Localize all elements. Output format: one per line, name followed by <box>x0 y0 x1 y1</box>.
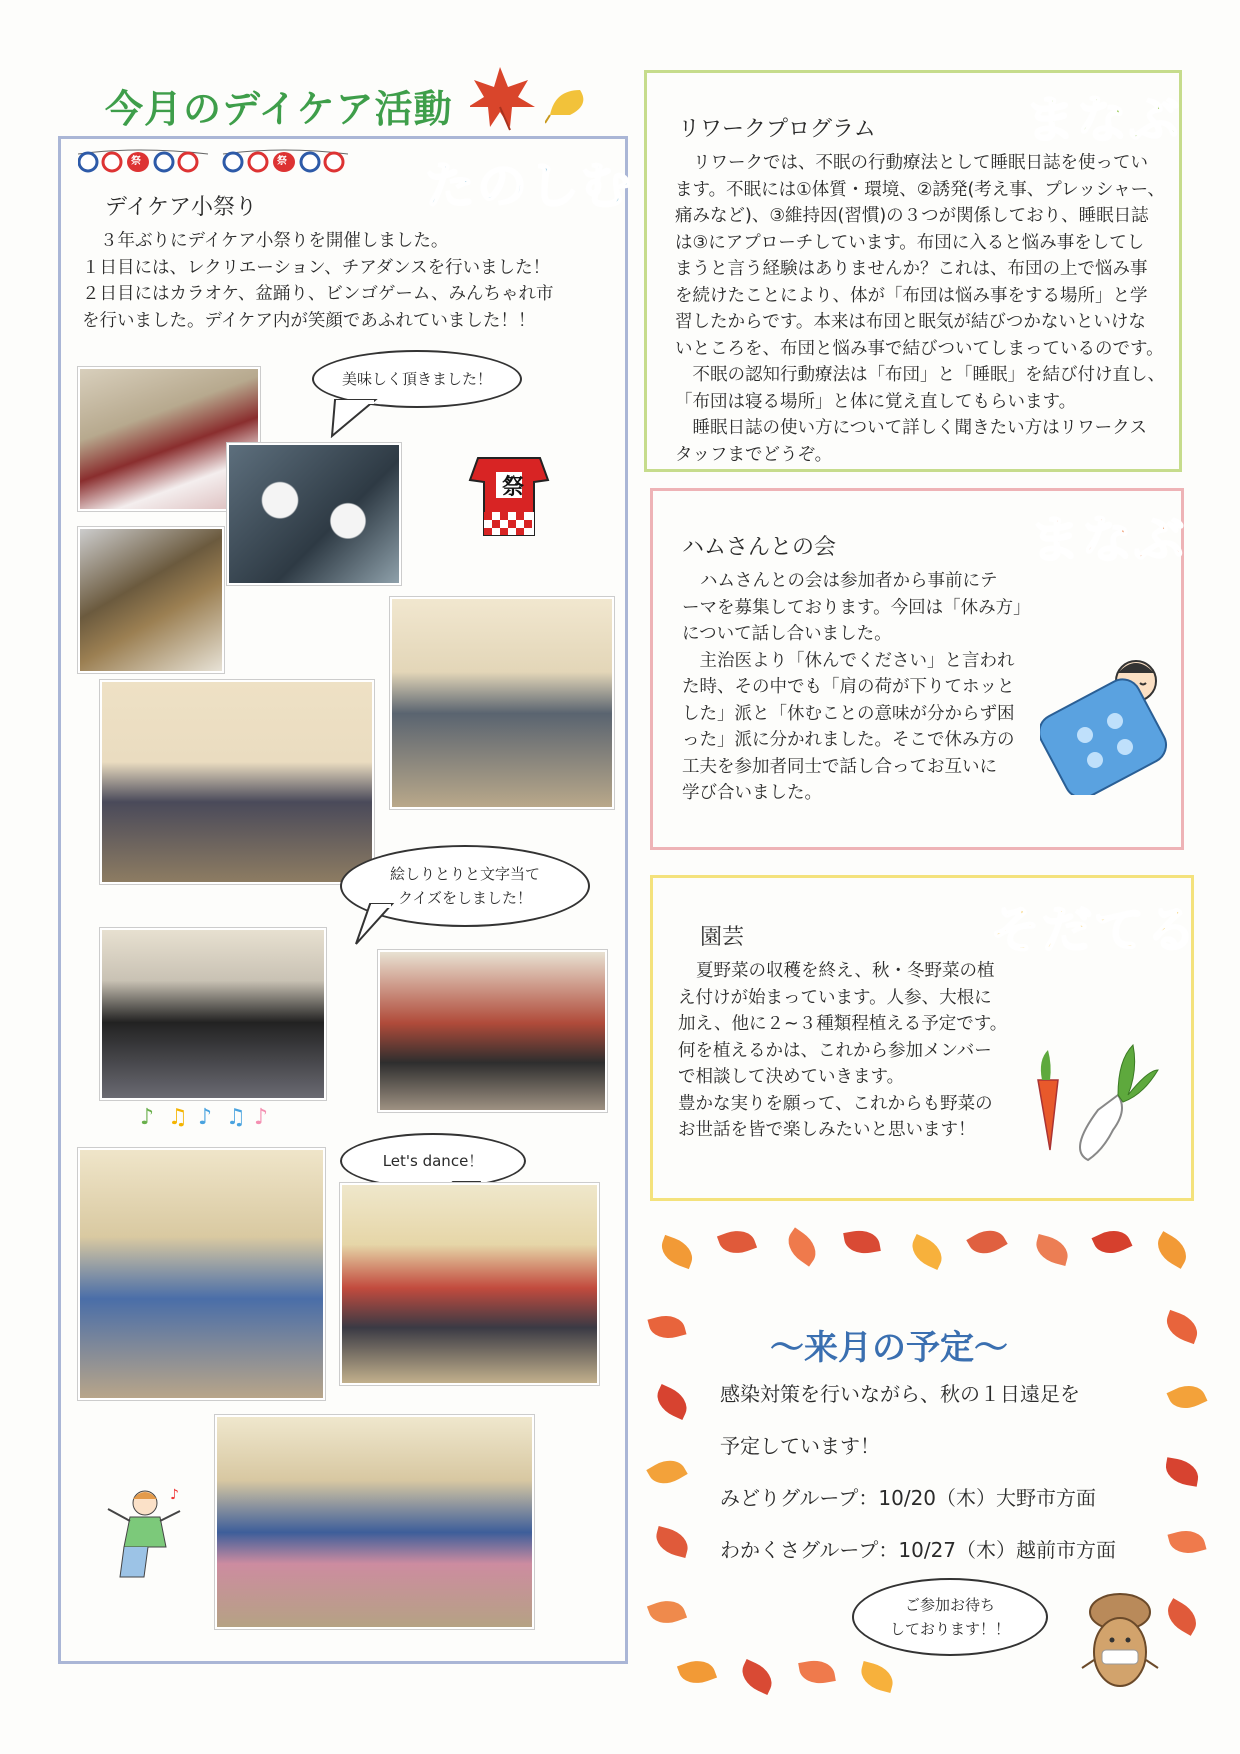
photo-dance-group <box>78 1148 325 1400</box>
festival-line: ３年ぶりにデイケア小祭りを開催しました。 <box>100 231 449 251</box>
rework-line: ます。不眠には①体質・環境、②誘発(考え事、プレッシャー、 <box>675 179 1165 200</box>
svg-text:♪: ♪ <box>140 1105 155 1130</box>
ham-line: 主治医より「休んでください」と言われ <box>682 650 1015 671</box>
ham-line: ーマを募集しております。今回は「休み方」 <box>682 597 1031 618</box>
bubble-line: ご参加お待ち <box>904 1596 995 1614</box>
rework-line: 「布団は寝る場所」と体に覚え直してもらいます。 <box>675 391 1077 412</box>
festival-line: ２日目にはカラオケ、盆踊り、ビンゴゲーム、みんちゃれ市 <box>82 284 554 304</box>
bubble-line: しております！！ <box>889 1620 1010 1638</box>
page-title: 今月のデイケア活動 <box>105 87 453 131</box>
rework-line: リワークでは、不眠の行動療法として睡眠日誌を使ってい <box>693 153 1148 173</box>
ginkgo-leaf-icon <box>545 85 595 125</box>
photo-dance-pompom <box>340 1183 599 1385</box>
garden-text <box>678 958 1023 1144</box>
next-line: 予定しています！ <box>720 1434 880 1458</box>
garden-line: お世話を皆で楽しみたいと思います！ <box>678 1120 976 1140</box>
happi-label: 祭 <box>502 475 525 500</box>
bubble-line: 絵しりとりと文字当て <box>389 865 540 883</box>
ham-line: 学び合いました。 <box>682 783 822 803</box>
section-title-garden: 園芸 <box>700 925 745 950</box>
photo-bon-dance <box>215 1415 534 1629</box>
ham-text <box>682 568 1031 807</box>
ham-line: について話し合いました。 <box>682 624 892 644</box>
speech-bubble-dance: Let's dance！ <box>340 1133 526 1189</box>
svg-text:♪: ♪ <box>170 1487 179 1503</box>
section-title-daycare-festival: デイケア小祭り <box>105 195 258 220</box>
bubble-tail <box>352 900 402 950</box>
festival-line: を行いました。デイケア内が笑顔であふれていました！！ <box>82 310 536 331</box>
speech-bubble-invite <box>852 1578 1048 1656</box>
next-line: みどりグループ：10/20（木）大野市方面 <box>720 1486 1097 1510</box>
photo-cheer-stick <box>378 950 607 1112</box>
badge-sodateru: そだてる <box>990 901 1198 959</box>
next-line: 感染対策を行いながら、秋の１日遠足を <box>720 1382 1080 1406</box>
rework-line: を続けたことにより、体が「布団は悩み事をする場所」と学 <box>675 285 1148 306</box>
garden-line: 何を植えるかは、これから参加メンバー <box>678 1040 992 1061</box>
photo-cooking <box>78 527 224 673</box>
festival-line: １日目には、レクリエーション、チアダンスを行いました！ <box>82 257 551 278</box>
ham-line: た時、その中でも「肩の荷が下りてホッと <box>682 677 1015 697</box>
rework-line: 睡眠日誌の使い方について詳しく聞きたい方はリワークス <box>675 418 1147 438</box>
rework-line: は③にアプローチしています。布団に入ると悩み事をしてし <box>675 232 1145 253</box>
next-month-title: ～来月の予定～ <box>770 1328 1008 1368</box>
dancing-girl-icon <box>100 1485 190 1585</box>
music-notes-icon <box>140 1100 300 1132</box>
ham-line: 工夫を参加者同士で話し合ってお互いに <box>682 756 997 777</box>
next-line: わかくさグループ：10/27（木）越前市方面 <box>720 1538 1117 1562</box>
bubble-line: クイズをしました！ <box>397 889 533 907</box>
acorn-character-icon <box>1080 1590 1160 1700</box>
ham-line: った」派に分かれました。そこで休み方の <box>682 730 1015 750</box>
ham-line: ハムさんとの会は参加者から事前にテ <box>700 571 998 591</box>
bubble-tail <box>330 398 390 438</box>
vegetables-icon <box>1028 1040 1168 1170</box>
lantern-label: 祭 <box>277 156 287 167</box>
rework-line: 痛みなど)、③維持因(習慣)の３つが関係しており、睡眠日誌 <box>675 206 1149 226</box>
rework-text <box>675 150 1175 468</box>
festival-text <box>82 228 617 334</box>
photo-dessert-cups <box>227 443 401 585</box>
ham-line: した」派と「休むことの意味が分からず困 <box>682 703 1015 724</box>
lantern-label: 祭 <box>131 156 141 167</box>
rework-line: いところを、布団と悩み事で結びついてしまっているのです。 <box>675 338 1164 359</box>
badge-manabu-ham: まなぶ <box>1030 511 1186 569</box>
svg-text:♫: ♫ <box>168 1105 188 1130</box>
garden-line: え付けが始まっています。人参、大根に <box>678 987 992 1008</box>
photo-cheer-practice <box>100 928 326 1100</box>
badge-tanoshimu: たのしむ <box>425 157 633 215</box>
garden-line: 夏野菜の収穫を終え、秋・冬野菜の植 <box>696 961 995 981</box>
garden-line: 加え、他に２~３種類程植える予定です。 <box>678 1014 1008 1034</box>
photo-drawing-quiz <box>100 680 374 884</box>
rework-line: 不眠の認知行動療法は「布団」と「睡眠」を結び付け直し、 <box>675 365 1165 385</box>
section-title-ham: ハムさんとの会 <box>682 535 837 560</box>
garden-line: 豊かな実りを願って、これからも野菜の <box>678 1093 993 1114</box>
svg-text:♪: ♪ <box>198 1105 213 1130</box>
sleeping-person-icon <box>1040 655 1170 795</box>
rework-line: まうと言う経験はありませんか？これは、布団の上で悩み事 <box>675 259 1148 279</box>
garden-line: で相談して決めていきます。 <box>678 1067 905 1087</box>
rework-line: 習したからです。本来は布団と眠気が結びつかないといけな <box>675 312 1146 332</box>
rework-line: タッフまでどうぞ。 <box>675 444 833 465</box>
svg-text:♫: ♫ <box>226 1105 246 1130</box>
svg-text:♪: ♪ <box>254 1105 269 1130</box>
section-title-rework: リワークプログラム <box>678 117 876 142</box>
badge-manabu-rework: まなぶ <box>1025 91 1181 149</box>
speech-bubble-food: 美味しく頂きました！ <box>312 350 522 408</box>
lantern-garland-icon <box>78 146 348 176</box>
photo-room-gathering <box>390 597 614 809</box>
